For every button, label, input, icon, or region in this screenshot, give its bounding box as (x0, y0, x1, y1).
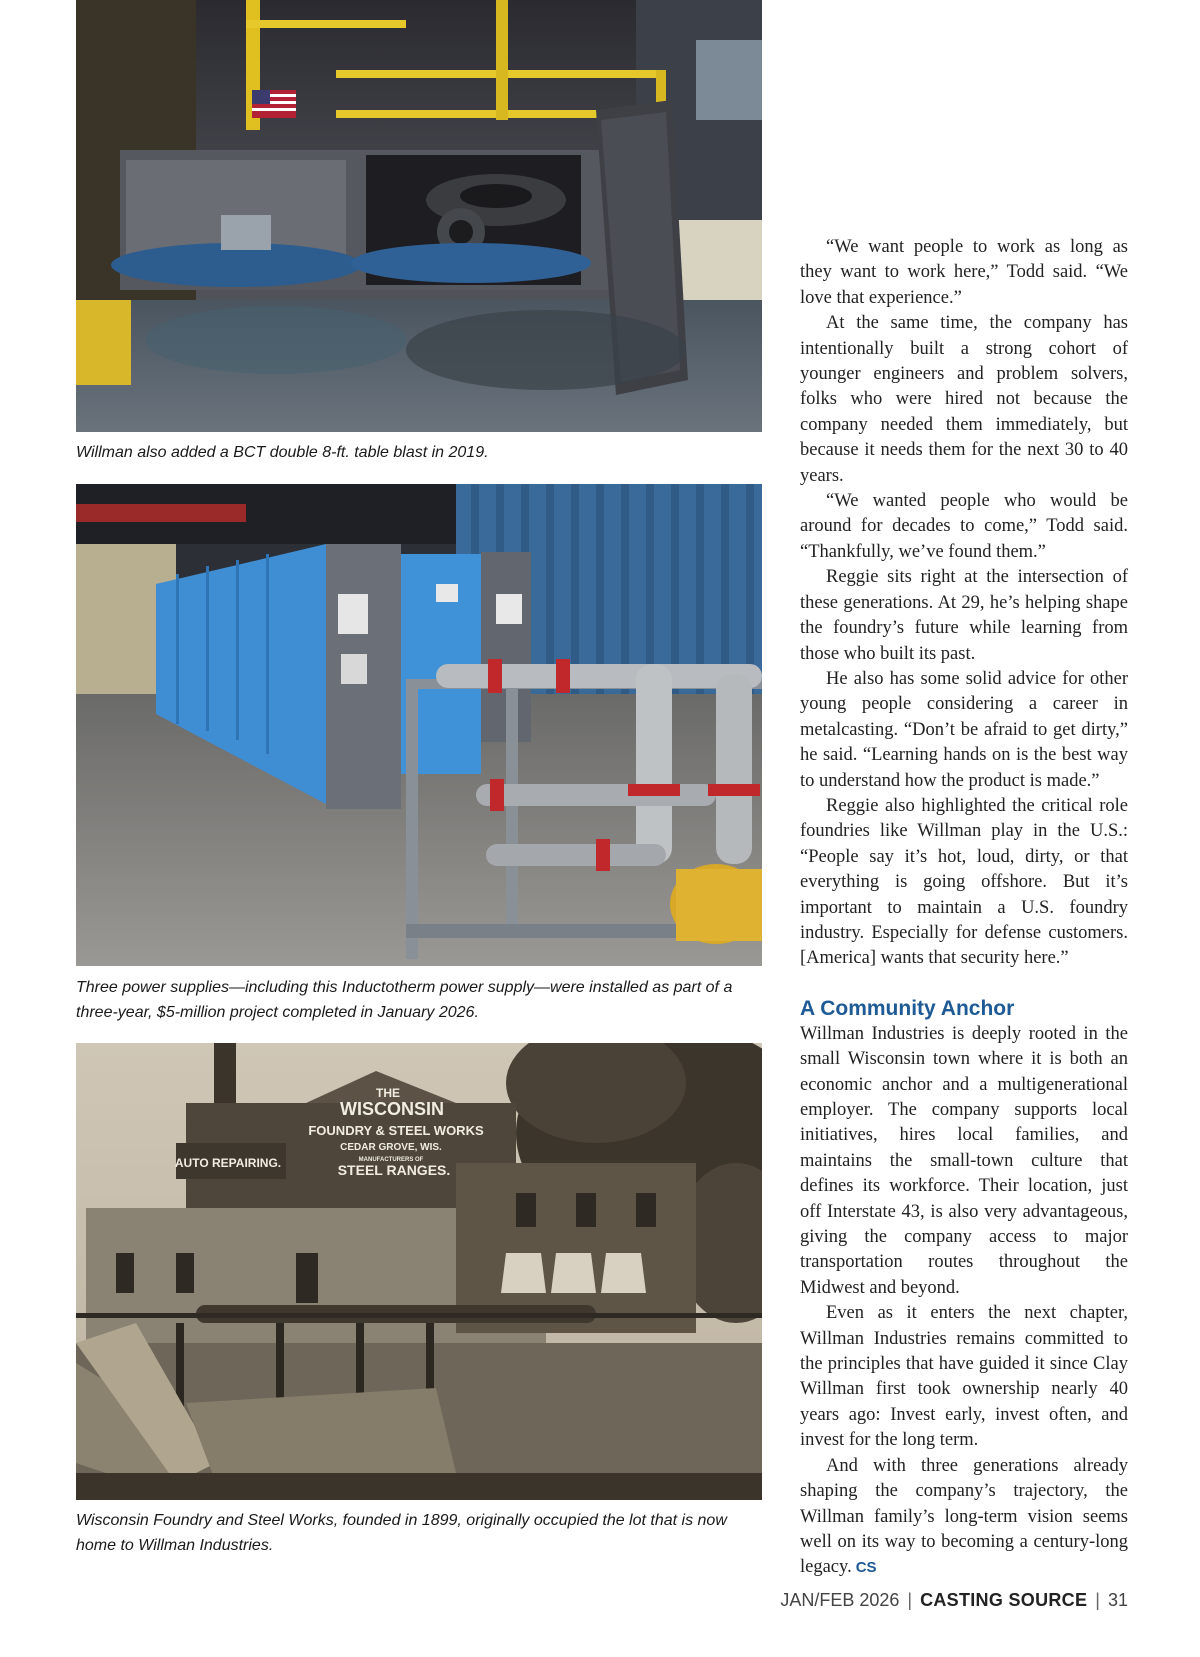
sign-line-manufacturers: MANUFACTURERS OF (358, 1157, 424, 1163)
sign-line-steel-ranges: STEEL RANGES. (337, 1162, 451, 1178)
footer-separator: | (1095, 1590, 1100, 1610)
article-paragraph: Reggie also highlighted the critical role foundries like Willman play in the U.S.: “People say it’s hot, loud, dirty, or that everything is going offshore. But it’s important to maintain a U.S. foundry industry. Especially for defense customers. [America] wants that security here.” (800, 795, 1128, 969)
historic-foundry-illustration (76, 1043, 762, 1500)
page-footer (780, 1590, 1128, 1611)
sign-line-foundry: FOUNDRY & STEEL WORKS (308, 1123, 484, 1138)
sign-line-wisconsin: WISCONSIN (339, 1099, 445, 1119)
table-blast-illustration (76, 0, 762, 432)
page-number: 31 (1107, 1590, 1128, 1610)
photo-historic-foundry (76, 1043, 762, 1500)
sign-line-cedar-grove: CEDAR GROVE, WIS. (340, 1142, 442, 1153)
power-supply-illustration (76, 484, 762, 966)
sign-side-repairing: AUTO REPAIRING. (174, 1156, 282, 1170)
article-paragraph: Even as it enters the next chapter, Willman Industries remains committed to the principles that have guided it since Clay Willman first took ownership nearly 40 years ago: Invest early, invest often, and invest for the long term. (800, 1303, 1128, 1451)
photo-power-supply (76, 484, 762, 966)
footer-issue: JAN/FEB 2026 (780, 1590, 900, 1610)
footer-magazine: CASTING SOURCE (920, 1590, 1088, 1610)
article-final-paragraph (800, 1454, 1128, 1581)
caption-power-supply: Three power supplies—including this Inductotherm power supply—were installed as part of a three-year, $5-million project completed in January 2026. (76, 979, 733, 1021)
section-subhead: A Community Anchor (800, 996, 1015, 1020)
final-paragraph-text: And with three generations already shaping the company’s trajectory, the Willman family’s long-term vision seems well on its way to becoming a century-long legacy. (800, 1455, 1128, 1578)
end-mark: CS (855, 1559, 877, 1577)
footer-separator: | (907, 1590, 913, 1610)
caption-table-blast: Willman also added a BCT double 8-ft. table blast in 2019. (76, 444, 489, 461)
article-paragraph: At the same time, the company has intentionally built a strong cohort of younger engineers and problem solvers, folks who were hired not because the company needed them immediately, but because it needs them for the next 30 to 40 years. (800, 313, 1128, 486)
article-paragraph: “We wanted people who would be around for decades to come,” Todd said. “Thankfully, we’ve found them.” (800, 491, 1128, 562)
article-paragraph: Willman Industries is deeply rooted in the small Wisconsin town where it is both an economic anchor and a multigenerational employer. The company supports local initiatives, hires local families, and maintains the small-town culture that defines its workforce. Their location, just off Interstate 43, is also very advantageous, giving the company access to major transportation routes throughout the Midwest and beyond. (800, 1023, 1128, 1298)
article-paragraph: “We want people to work as long as they want to work here,” Todd said. “We love that experience.” (800, 237, 1128, 308)
caption-historic-foundry: Wisconsin Foundry and Steel Works, founded in 1899, originally occupied the lot that is now home to Willman Industries. (76, 1512, 727, 1554)
article-paragraph: Reggie sits right at the intersection of these generations. At 29, he’s helping shape the foundry’s future while learning from those who built its past. (800, 567, 1128, 664)
article-column (800, 235, 1128, 1581)
article-paragraph: He also has some solid advice for other young people considering a career in metalcasting. “Don’t be afraid to get dirty,” he said. “Learning hands on is the best way to understand how the product is made.” (800, 668, 1128, 791)
photo-table-blast (76, 0, 762, 432)
sign-line-the: THE (376, 1086, 400, 1100)
